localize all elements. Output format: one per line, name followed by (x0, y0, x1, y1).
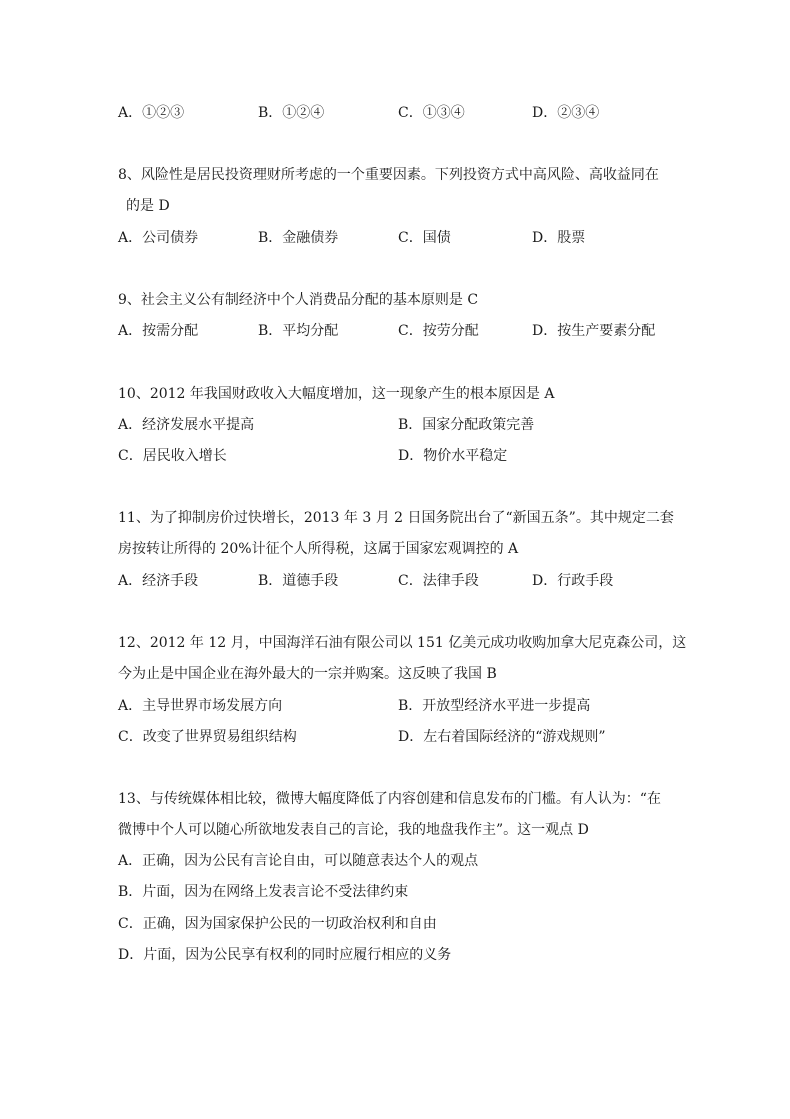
q13-stem-line2: 微博中个人可以随心所欲地发表自己的言论，我的地盘我作主”。这一观点 D (118, 822, 589, 838)
q10-option-a: A．经济发展水平提高 (118, 417, 255, 433)
q9-option-c: C．按劳分配 (398, 323, 479, 339)
q13-option-b: B．片面，因为在网络上发表言论不受法律约束 (118, 884, 409, 900)
q8-stem-line2: 的是 D (126, 198, 170, 214)
q9-option-d: D．按生产要素分配 (532, 323, 656, 339)
q12-stem-line2: 今为止是中国企业在海外最大的一宗并购案。这反映了我国 B (118, 666, 497, 682)
q13-stem-line1: 13、与传统媒体相比较，微博大幅度降低了内容创建和信息发布的门槛。有人认为：“在 (118, 791, 661, 807)
q11-option-d: D．行政手段 (532, 573, 614, 589)
q10-option-d: D．物价水平稳定 (398, 448, 508, 464)
q12-option-a: A．主导世界市场发展方向 (118, 698, 283, 714)
q13-option-c: C．正确，因为国家保护公民的一切政治权利和自由 (118, 916, 437, 932)
q12-option-d: D．左右着国际经济的“游戏规则” (398, 729, 606, 745)
q12-option-b: B．开放型经济水平进一步提高 (398, 698, 591, 714)
q10-option-c: C．居民收入增长 (118, 448, 227, 464)
q9-stem-line1: 9、社会主义公有制经济中个人消费品分配的基本原则是 C (118, 292, 479, 308)
q7-option-b: B．①②④ (258, 105, 325, 121)
q8-option-a: A．公司债券 (118, 230, 199, 246)
q8-stem-line1: 8、风险性是居民投资理财所考虑的一个重要因素。下列投资方式中高风险、高收益同在 (118, 167, 659, 183)
q11-option-b: B．道德手段 (258, 573, 339, 589)
q9-option-a: A．按需分配 (118, 323, 199, 339)
q8-option-d: D．股票 (532, 230, 586, 246)
q7-option-d: D．②③④ (532, 105, 600, 121)
q11-stem-line1: 11、为了抑制房价过快增长，2013 年 3 月 2 日国务院出台了“新国五条”。其中规定二套 (118, 510, 674, 526)
q13-option-d: D．片面，因为公民享有权利的同时应履行相应的义务 (118, 947, 452, 963)
q11-stem-line2: 房按转让所得的 20%计征个人所得税，这属于国家宏观调控的 A (118, 541, 519, 557)
q11-option-c: C．法律手段 (398, 573, 479, 589)
q9-option-b: B．平均分配 (258, 323, 339, 339)
q11-option-a: A．经济手段 (118, 573, 199, 589)
q13-option-a: A．正确，因为公民有言论自由，可以随意表达个人的观点 (118, 853, 479, 869)
q8-option-b: B．金融债券 (258, 230, 339, 246)
q8-option-c: C．国债 (398, 230, 451, 246)
q7-option-a: A．①②③ (118, 105, 185, 121)
q10-option-b: B．国家分配政策完善 (398, 417, 535, 433)
q10-stem-line1: 10、2012 年我国财政收入大幅度增加，这一现象产生的根本原因是 A (118, 386, 555, 402)
q12-option-c: C．改变了世界贸易组织结构 (118, 729, 297, 745)
q12-stem-line1: 12、2012 年 12 月，中国海洋石油有限公司以 151 亿美元成功收购加拿大尼克森公司，这 (118, 635, 687, 651)
q7-option-c: C．①③④ (398, 105, 465, 121)
